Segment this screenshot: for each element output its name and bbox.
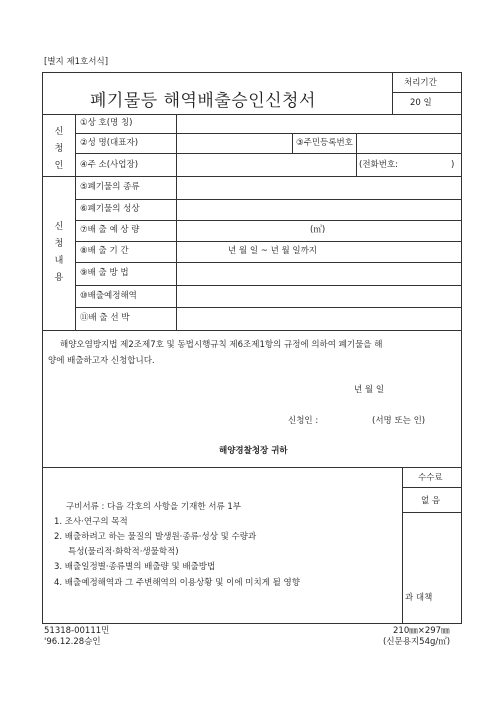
document-item-1: 1. 조사·연구의 목적 [54, 517, 128, 527]
fee-value: 없 음 [421, 496, 441, 506]
regno-label: ③주민등록번호 [296, 138, 353, 148]
period-value: 년 월 일 ~ 년 월 일까지 [228, 246, 318, 256]
phone-label: (전화번호: [359, 160, 399, 170]
volume-unit: (㎥) [310, 225, 326, 235]
waste-type-field[interactable] [180, 178, 458, 197]
form-title: 폐기물등 해역배출승인신청서 [90, 91, 316, 111]
document-item-2-cont: 특성(물리적·화학적·생물학적) [68, 547, 179, 557]
detail-label-area: ⑩배출예정해역 [80, 291, 137, 301]
form-number: [별지 제1호서식] [44, 57, 109, 67]
applicant-section-label: 신 청 인 [54, 127, 64, 172]
detail-label-method: ⑨배 출 방 법 [80, 268, 129, 278]
document-item-3: 3. 배출일정별·종류별의 배출량 및 배출방법 [54, 562, 216, 572]
vessel-field[interactable] [180, 309, 458, 328]
statement-line2: 양에 배출하고자 신청합니다. [48, 356, 155, 366]
area-field[interactable] [180, 287, 458, 305]
detail-label-period: ⑧배 출 기 간 [80, 246, 129, 256]
sign-label: 신청인 : [288, 416, 319, 426]
phone-close: ) [451, 160, 455, 170]
fee-note: 과 대책 [405, 593, 433, 603]
footer-code: 51318-00111민 [44, 626, 110, 636]
signature-field[interactable] [325, 413, 365, 427]
detail-label-volume: ⑦배 출 예 상 량 [80, 225, 140, 235]
address-field[interactable] [180, 155, 354, 174]
representative-label: ②성 명(대표자) [80, 138, 139, 148]
regno-field[interactable] [360, 135, 458, 151]
details-section-label: 신 청 내 용 [54, 222, 64, 284]
method-field[interactable] [180, 264, 458, 283]
address-label: ④주 소(사업장) [80, 160, 139, 170]
detail-label-vessel: ⑪배 출 선 박 [80, 313, 130, 323]
fee-label: 수수료 [418, 473, 443, 483]
representative-field[interactable] [180, 135, 290, 151]
processing-period-label: 처리기간 [404, 78, 437, 88]
name-label: ①상 호(명 칭) [80, 118, 133, 128]
detail-label-waste-type: ⑤폐기물의 종류 [80, 182, 140, 192]
sign-hint: (서명 또는 인) [372, 416, 426, 426]
waste-property-field[interactable] [180, 201, 458, 218]
name-field[interactable] [180, 116, 458, 131]
statement-date: 년 월 일 [354, 385, 385, 395]
document-item-4: 4. 배출예정해역과 그 주변해역의 이용상황 및 이에 미치게 될 영향 [54, 578, 300, 588]
footer-approval: '96.12.28승인 [44, 637, 101, 647]
recipient: 해양경찰청장 귀하 [219, 446, 288, 456]
document-item-2: 2. 배출하려고 하는 물질의 발생원·종류·성상 및 수량과 [54, 532, 257, 542]
processing-period-value: 20 일 [410, 98, 432, 108]
footer-size: 210㎜×297㎜ [393, 626, 450, 636]
statement-line1: 해양오염방지법 제2조제7호 및 동법시행규칙 제6조제1항의 규정에 의하여 폐기물을 해 [60, 340, 383, 350]
documents-heading: 구비서류 : 다음 각호의 사항을 기재한 서류 1부 [66, 502, 241, 512]
footer-paper: (신문용지54g/㎡) [383, 637, 451, 647]
detail-label-waste-property: ⑥폐기물의 성상 [80, 204, 140, 214]
